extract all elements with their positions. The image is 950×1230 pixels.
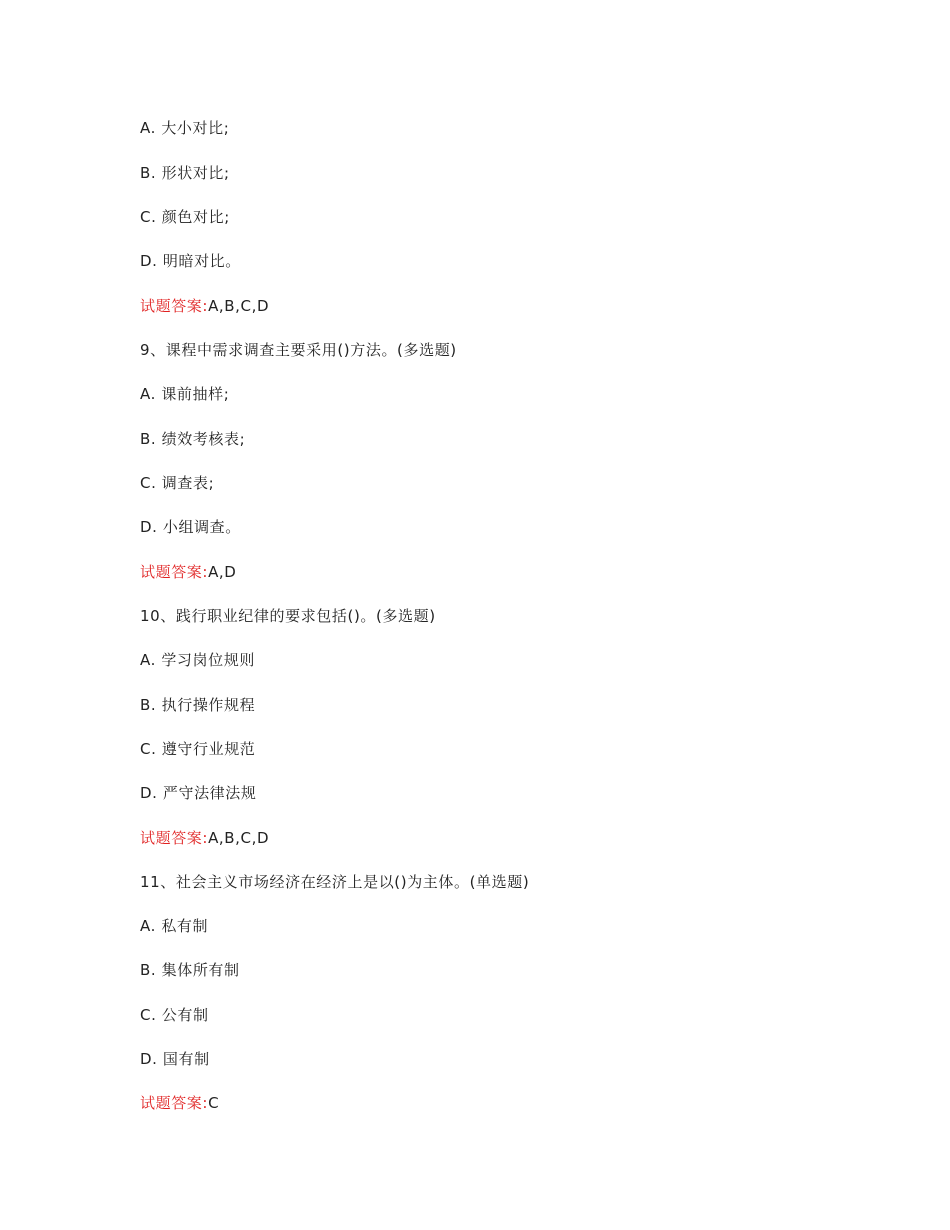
q11-question: 11、社会主义市场经济在经济上是以()为主体。(单选题) bbox=[140, 873, 530, 891]
q8-option-d: D. 明暗对比。 bbox=[140, 252, 241, 270]
q10-option-c: C. 遵守行业规范 bbox=[140, 740, 256, 758]
q8-option-c: C. 颜色对比; bbox=[140, 208, 230, 226]
q10-question: 10、践行职业纪律的要求包括()。(多选题) bbox=[140, 607, 436, 625]
q11-option-a: A. 私有制 bbox=[140, 917, 209, 935]
q11-answer-value: C bbox=[208, 1094, 220, 1112]
q8-answer bbox=[140, 296, 269, 316]
q8-option-b: B. 形状对比; bbox=[140, 164, 230, 182]
q9-option-c: C. 调查表; bbox=[140, 474, 215, 492]
q10-answer bbox=[140, 828, 269, 848]
q11-option-b: B. 集体所有制 bbox=[140, 961, 240, 979]
q8-answer-label: 试题答案: bbox=[140, 297, 209, 315]
q9-answer bbox=[140, 562, 236, 582]
q9-option-a: A. 课前抽样; bbox=[140, 385, 230, 403]
q10-option-b: B. 执行操作规程 bbox=[140, 696, 256, 714]
q8-option-a: A. 大小对比; bbox=[140, 119, 230, 137]
q11-option-d: D. 国有制 bbox=[140, 1050, 210, 1068]
q11-option-c: C. 公有制 bbox=[140, 1006, 209, 1024]
q8-answer-value: A,B,C,D bbox=[208, 297, 270, 315]
q10-option-d: D. 严守法律法规 bbox=[140, 784, 257, 802]
q11-answer-label: 试题答案: bbox=[140, 1094, 209, 1112]
q9-question: 9、课程中需求调查主要采用()方法。(多选题) bbox=[140, 341, 457, 359]
q10-answer-value: A,B,C,D bbox=[208, 829, 270, 847]
q10-answer-label: 试题答案: bbox=[140, 829, 209, 847]
q9-option-b: B. 绩效考核表; bbox=[140, 430, 246, 448]
q9-answer-label: 试题答案: bbox=[140, 563, 209, 581]
q9-option-d: D. 小组调查。 bbox=[140, 518, 241, 536]
q11-answer bbox=[140, 1093, 219, 1113]
q9-answer-value: A,D bbox=[208, 563, 237, 581]
q10-option-a: A. 学习岗位规则 bbox=[140, 651, 255, 669]
